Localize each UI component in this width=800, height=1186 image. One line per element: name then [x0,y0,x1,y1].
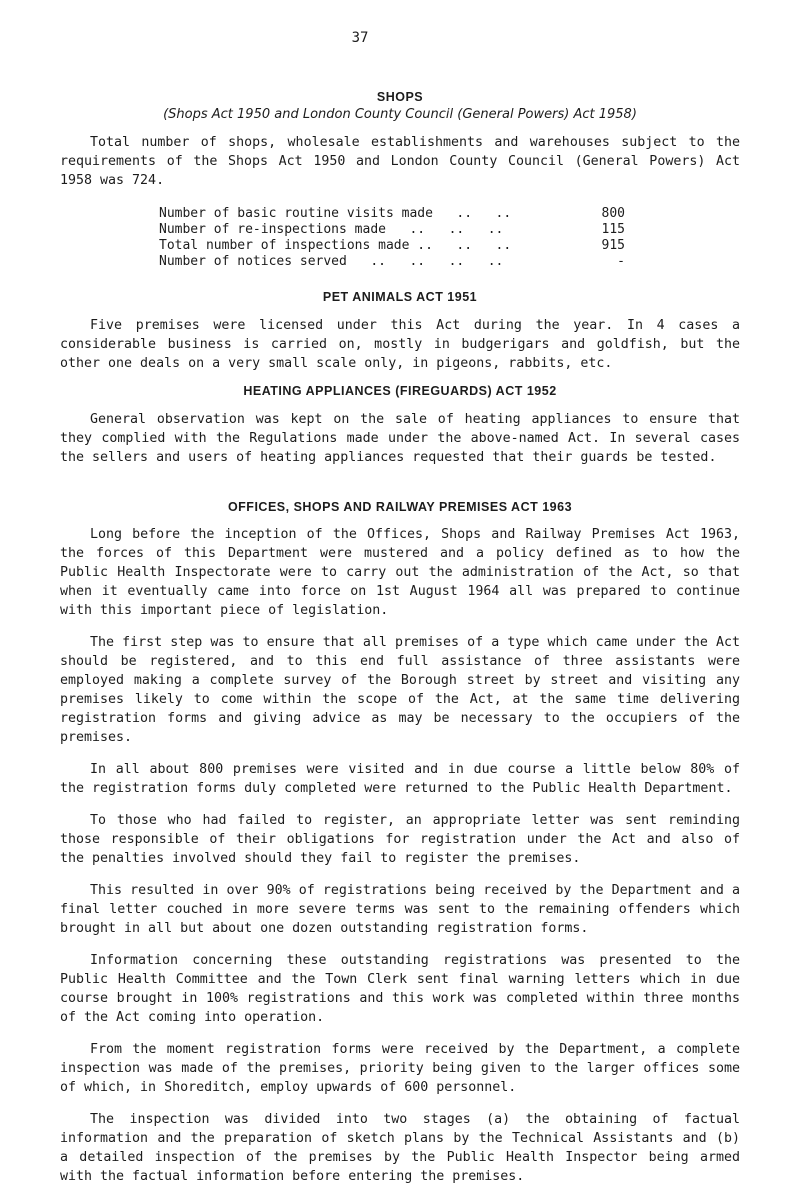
page-number: 37 [351,30,369,46]
offices-paragraph-3: In all about 800 premises were visited and in due course a little below 80% of the registration forms duly completed were returned to the Public Health Department. [60,762,740,796]
stat-value: 115 [601,222,625,237]
stat-label: Number of basic routine visits made .. .. [159,206,512,221]
offices-paragraph-1: Long before the inception of the Offices, Shops and Railway Premises Act 1963, the forces of this Department were mustered and a policy defined as to how the Public Health Inspectorate were to carry out the administration of the Act, so that when it eventually came into force on 1st August 1964 all was prepared to continue with this important piece of legislation. [60,527,740,618]
offices-paragraph-6: Information concerning these outstanding registrations was presented to the Public Health Committee and the Town Clerk sent final warning letters which in due course brought in 100% registrations and this work was completed within three months of the Act coming into operation. [60,953,740,1025]
offices-paragraph-4: To those who had failed to register, an appropriate letter was sent reminding those responsible of their obligations for registration under the Act and also of the penalties involved should they fail to register the premises. [60,813,740,866]
pet-animals-heading: PET ANIMALS ACT 1951 [322,290,478,304]
offices-paragraph-8: The inspection was divided into two stages (a) the obtaining of factual information and the preparation of sketch plans by the Technical Assistants and (b) a detailed inspection of the premises by the Public Health Inspector being armed with the factual information before entering the premises. [60,1112,740,1184]
pet-animals-paragraph: Five premises were licensed under this Act during the year. In 4 cases a considerable business is carried on, mostly in budgerigars and goldfish, but the other one deals on a very small scale only, in pigeons, rabbits, etc. [60,318,740,371]
offices-paragraph-7: From the moment registration forms were received by the Department, a complete inspection was made of the premises, priority being given to the larger offices some of which, in Shoreditch, employ upwards of 600 personnel. [60,1042,740,1095]
shops-stats-table [159,206,629,270]
heating-heading: HEATING APPLIANCES (FIREGUARDS) ACT 1952 [243,384,557,398]
stat-row [159,206,629,222]
pet-animals-section [60,290,740,373]
shops-section [60,90,740,270]
stat-label: Total number of inspections made .. .. .. [159,238,512,253]
offices-paragraph-2: The first step was to ensure that all premises of a type which came under the Act should be registered, and to this end full assistance of three assistants were employed making a complete survey of the Borough street by street and visiting any premises likely to come within the scope of the Act, at the same time delivering registration forms and giving advice as may be necessary to the occupiers of the premises. [60,635,740,745]
stat-value: - [617,254,625,269]
stat-label: Number of notices served .. .. .. .. [159,254,504,269]
heating-paragraph: General observation was kept on the sale of heating appliances to ensure that they complied with the Regulations made under the above-named Act. In several cases the sellers and users of heating appliances requested that their guards be tested. [60,412,740,465]
offices-section [60,500,740,1186]
stat-row [159,238,629,254]
stat-row [159,254,629,270]
shops-intro: Total number of shops, wholesale establishments and warehouses subject to the requirements of the Shops Act 1950 and London County Council (General Powers) Act 1958 was 724. [60,135,740,188]
stat-value: 915 [601,238,625,253]
shops-heading: SHOPS [376,90,424,104]
stat-label: Number of re-inspections made .. .. .. [159,222,504,237]
heating-section [60,384,740,467]
stat-row [159,222,629,238]
shops-subheading: (Shops Act 1950 and London County Council (General Powers) Act 1958) [163,107,637,122]
offices-heading: OFFICES, SHOPS AND RAILWAY PREMISES ACT 1963 [227,500,573,514]
stat-value: 800 [601,206,625,221]
offices-paragraph-5: This resulted in over 90% of registrations being received by the Department and a final letter couched in more severe terms was sent to the remaining offenders which brought in all but about one dozen outstanding registration forms. [60,883,740,936]
